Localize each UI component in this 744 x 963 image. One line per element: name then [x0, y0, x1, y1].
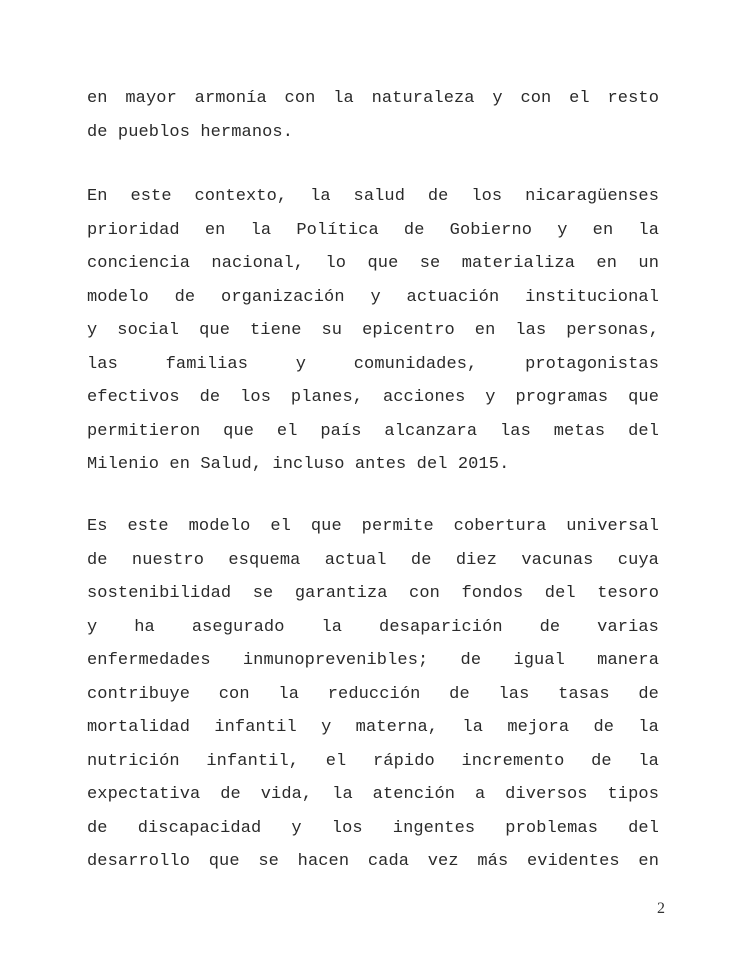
page-number: 2 [657, 900, 665, 917]
text-line: permitieron que el país alcanzara las metas del [87, 421, 659, 441]
text-line: contribuye con la reducción de las tasas de [87, 684, 659, 704]
text-line: En este contexto, la salud de los nicaragüenses [87, 187, 659, 206]
text-line: enfermedades inmunoprevenibles; de igual manera [87, 651, 659, 670]
text-line: Es este modelo el que permite cobertura universal [87, 517, 659, 536]
paragraph-1 [87, 82, 659, 149]
text-line: las familias y comunidades, protagonistas [87, 354, 659, 374]
text-line: desarrollo que se hacen cada vez más evidentes en [87, 852, 659, 871]
paragraph-2 [87, 180, 659, 482]
text-line: y social que tiene su epicentro en las personas, [87, 321, 659, 340]
text-line: prioridad en la Política de Gobierno y en la [87, 220, 659, 240]
text-line: nutrición infantil, el rápido incremento de la [87, 751, 659, 771]
text-line: sostenibilidad se garantiza con fondos del tesoro [87, 584, 659, 603]
text-line: modelo de organización y actuación institucional [87, 287, 659, 307]
text-line: y ha asegurado la desaparición de varias [87, 617, 659, 637]
text-line: conciencia nacional, lo que se materializa en un [87, 254, 659, 273]
text-line: en mayor armonía con la naturaleza y con el resto [87, 89, 659, 108]
text-line: efectivos de los planes, acciones y programas que [87, 388, 659, 407]
text-line: de discapacidad y los ingentes problemas del [87, 818, 659, 838]
text-line: Milenio en Salud, incluso antes del 2015. [87, 455, 510, 474]
paragraph-3 [87, 510, 659, 879]
text-line: expectativa de vida, la atención a diversos tipos [87, 785, 659, 804]
text-line: mortalidad infantil y materna, la mejora de la [87, 718, 659, 737]
text-line: de nuestro esquema actual de diez vacunas cuya [87, 550, 659, 570]
text-line: de pueblos hermanos. [87, 122, 294, 142]
